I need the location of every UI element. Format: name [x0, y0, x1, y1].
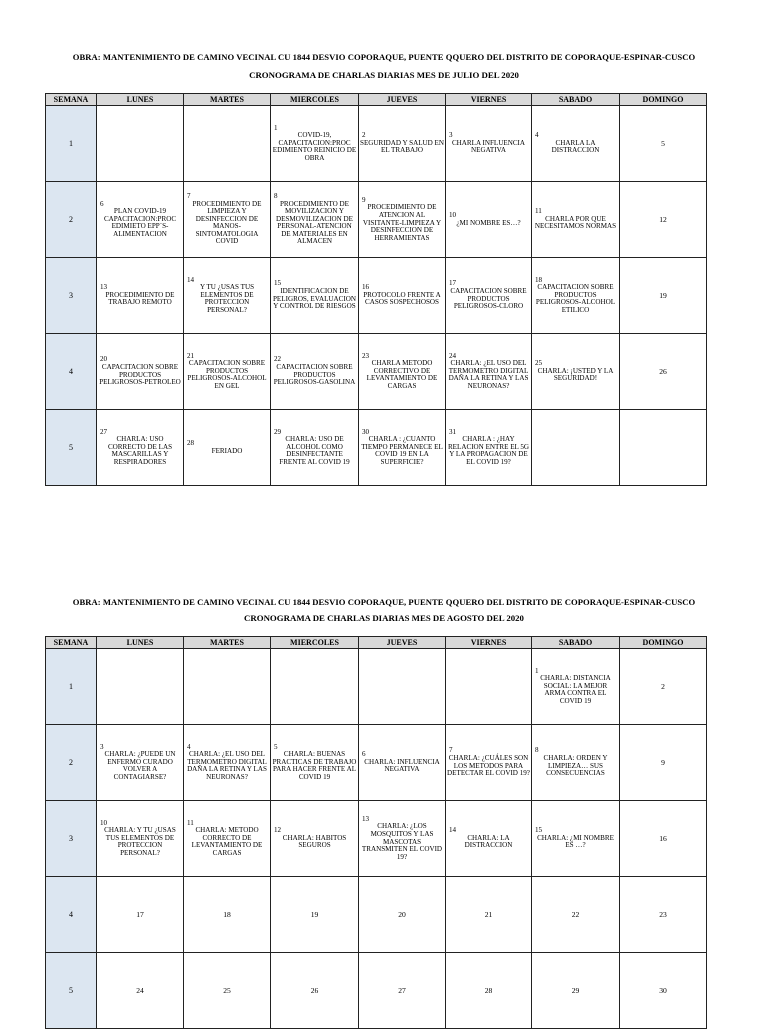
- day-number: 18: [535, 275, 543, 284]
- day-cell: [446, 877, 532, 953]
- week-number: 2: [46, 182, 97, 258]
- day-cell: [271, 106, 359, 182]
- talk-topic: CHARLA: BUENAS PRACTICAS DE TRABAJO PARA HACER FRENTE AL COVID 19: [272, 750, 357, 781]
- day-cell: [271, 649, 359, 725]
- column-header: JUEVES: [359, 637, 446, 649]
- talk-topic: CAPACITACION SOBRE PRODUCTOS PELIGROSOS-CLORO: [450, 286, 527, 311]
- day-cell: [359, 877, 446, 953]
- talk-topic: CAPACITACION SOBRE PRODUCTOS PELIGROSOS-GASOLINA: [273, 362, 356, 387]
- talk-topic: PROCEDIMIENTO DE TRABAJO REMOTO: [105, 290, 175, 307]
- talk-topic: CHARLA LA DISTRACCION: [551, 138, 600, 155]
- day-number: 27: [398, 985, 406, 995]
- column-header: MARTES: [184, 637, 271, 649]
- day-number: 30: [362, 427, 370, 436]
- day-cell: [184, 410, 271, 486]
- week-row: [46, 649, 707, 725]
- day-number: 13: [100, 283, 108, 292]
- talk-topic: IDENTIFICACION DE PELIGROS, EVALUACION Y CONTROL DE RIESGOS: [272, 286, 357, 311]
- day-number: 8: [274, 191, 278, 200]
- column-header: DOMINGO: [620, 94, 707, 106]
- week-number: 3: [46, 801, 97, 877]
- day-number: 12: [659, 214, 667, 224]
- week-row: [46, 725, 707, 801]
- talk-topic: FERIADO: [211, 446, 243, 455]
- day-cell: [532, 725, 620, 801]
- day-cell: [620, 877, 707, 953]
- day-cell: [532, 106, 620, 182]
- day-number: 16: [362, 283, 370, 292]
- day-cell: [271, 953, 359, 1029]
- day-number: 19: [310, 909, 319, 919]
- day-number: 15: [274, 279, 282, 288]
- talk-topic: CAPACITACION SOBRE PRODUCTOS PELIGROSOS-ALCOHOL ETILICO: [535, 283, 616, 314]
- day-cell: [184, 877, 271, 953]
- day-number: 5: [661, 138, 665, 148]
- week-number: 1: [46, 106, 97, 182]
- july-calendar-table: [45, 93, 707, 486]
- day-number: 3: [100, 742, 104, 751]
- day-cell: [184, 953, 271, 1029]
- day-number: 31: [449, 427, 457, 436]
- week-number: 4: [46, 334, 97, 410]
- week-number: 5: [46, 410, 97, 486]
- day-cell: [271, 410, 359, 486]
- talk-topic: CHARLA: ¿EL USO DEL TERMOMETRO DIGITAL DAÑA LA RETINA Y LAS NEURONAS?: [448, 359, 529, 390]
- day-cell: [184, 649, 271, 725]
- day-cell: [97, 953, 184, 1029]
- day-number: 28: [187, 438, 195, 447]
- day-number: 28: [484, 985, 493, 995]
- talk-topic: CHARLA: ¡USTED Y LA SEGURIDAD!: [537, 366, 614, 383]
- day-cell: [271, 725, 359, 801]
- day-number: 10: [449, 210, 457, 219]
- talk-topic: CHARLA : ¿HAY RELACION ENTRE EL 5G Y LA PROPAGACION DE EL COVID 19?: [447, 435, 530, 466]
- day-cell: [97, 334, 184, 410]
- week-row: [46, 106, 707, 182]
- day-cell: [532, 410, 620, 486]
- day-cell: [97, 410, 184, 486]
- column-header: SEMANA: [46, 94, 97, 106]
- column-header: MIERCOLES: [271, 637, 359, 649]
- august-header-row: [46, 637, 707, 649]
- week-number: 2: [46, 725, 97, 801]
- day-number: 29: [274, 427, 282, 436]
- day-cell: [97, 725, 184, 801]
- day-number: 5: [274, 742, 278, 751]
- day-number: 7: [449, 746, 453, 755]
- day-number: 4: [187, 742, 191, 751]
- talk-topic: CHARLA: ¿EL USO DEL TERMOMETRO DIGITAL DAÑA LA RETINA Y LAS NEURONAS?: [187, 750, 267, 781]
- day-cell: [446, 649, 532, 725]
- talk-topic: CHARLA: ¿CUÁLES SON LOS METODOS PARA DETECTAR EL COVID 19?: [447, 753, 530, 778]
- day-cell: [184, 334, 271, 410]
- day-number: 16: [659, 833, 667, 843]
- column-header: JUEVES: [359, 94, 446, 106]
- day-cell: [271, 182, 359, 258]
- day-number: 2: [661, 681, 665, 691]
- week-number: 4: [46, 877, 97, 953]
- day-cell: [532, 334, 620, 410]
- day-number: 8: [535, 746, 539, 755]
- week-row: [46, 334, 707, 410]
- day-number: 24: [136, 985, 144, 995]
- week-row: [46, 801, 707, 877]
- day-number: 4: [535, 131, 539, 140]
- day-number: 20: [398, 909, 406, 919]
- day-number: 18: [223, 909, 231, 919]
- day-number: 25: [223, 985, 231, 995]
- day-number: 1: [274, 123, 278, 132]
- day-number: 25: [535, 359, 543, 368]
- talk-topic: CHARLA: ¿MI NOMBRE ES …?: [537, 833, 614, 850]
- day-cell: [271, 801, 359, 877]
- day-number: 24: [449, 351, 457, 360]
- day-cell: [446, 182, 532, 258]
- talk-topic: Y TU ¿USAS TUS ELEMENTOS DE PROTECCION PERSONAL?: [199, 283, 255, 314]
- day-cell: [359, 410, 446, 486]
- july-schedule-title: CRONOGRAMA DE CHARLAS DIARIAS MES DE JULIO DEL 2020: [249, 70, 519, 80]
- talk-topic: PROTOCOLO FRENTE A CASOS SOSPECHOSOS: [363, 290, 441, 307]
- day-number: 22: [571, 909, 580, 919]
- day-cell: [620, 801, 707, 877]
- day-number: 26: [310, 985, 319, 995]
- day-number: 15: [535, 826, 543, 835]
- talk-topic: CHARLA: LA DISTRACCION: [464, 833, 513, 850]
- talk-topic: PROCEDIMIENTO DE MOVILIZACION Y DESMOVILIZACION DE PERSONAL-ATENCION DE MATERIALES EN ALMACEN: [275, 199, 354, 246]
- july-header-row: [46, 94, 707, 106]
- talk-topic: CHARLA: HABITOS SEGUROS: [282, 833, 347, 850]
- august-obra-heading: OBRA: MANTENIMIENTO DE CAMINO VECINAL CU 1844 DESVIO COPORAQUE, PUENTE QQUERO DEL DISTRITO DE COPORAQUE-ESPINAR-CUSCO: [72, 597, 696, 607]
- week-row: [46, 877, 707, 953]
- talk-topic: PROCEDIMIENTO DE ATENCION AL VISITANTE-LIMPIEZA Y DESINFECCION DE HERRAMIENTAS: [362, 203, 442, 242]
- column-header: DOMINGO: [620, 637, 707, 649]
- column-header: MARTES: [184, 94, 271, 106]
- day-number: 14: [449, 826, 457, 835]
- column-header: VIERNES: [446, 94, 532, 106]
- day-number: 1: [535, 666, 539, 675]
- day-number: 10: [100, 818, 108, 827]
- day-cell: [532, 258, 620, 334]
- talk-topic: CHARLA METODO CORRECTIVO DE LEVANTAMIENTO DE CARGAS: [366, 359, 438, 390]
- column-header: LUNES: [97, 94, 184, 106]
- day-cell: [359, 334, 446, 410]
- day-number: 17: [449, 279, 457, 288]
- day-cell: [359, 801, 446, 877]
- talk-topic: CHARLA: Y TU ¿USAS TUS ELEMENTOS DE PROTECCION PERSONAL?: [104, 826, 176, 857]
- day-cell: [97, 801, 184, 877]
- day-cell: [359, 953, 446, 1029]
- day-number: 3: [449, 131, 453, 140]
- day-cell: [620, 953, 707, 1029]
- talk-topic: CHARLA: USO DE ALCOHOL COMO DESINFECTANTE FRENTE AL COVID 19: [279, 435, 350, 466]
- talk-topic: CHARLA: ¿PUEDE UN ENFERMO CURADO VOLVER A CONTAGIARSE?: [104, 750, 176, 781]
- column-header: SABADO: [532, 94, 620, 106]
- day-number: 7: [187, 191, 191, 200]
- day-number: 21: [187, 351, 195, 360]
- talk-topic: PROCEDIMIENTO DE LIMPIEZA Y DESINFECCION DE MANOS-SINTOMATOLOGIA COVID: [192, 199, 262, 246]
- day-number: 23: [362, 351, 370, 360]
- day-cell: [97, 182, 184, 258]
- day-cell: [620, 258, 707, 334]
- day-number: 2: [362, 131, 366, 140]
- day-cell: [184, 182, 271, 258]
- day-number: 17: [136, 909, 144, 919]
- column-header: SEMANA: [46, 637, 97, 649]
- week-row: [46, 953, 707, 1029]
- week-number: 3: [46, 258, 97, 334]
- day-cell: [532, 877, 620, 953]
- august-calendar-table: [45, 636, 707, 1029]
- day-cell: [359, 649, 446, 725]
- week-row: [46, 258, 707, 334]
- talk-topic: SEGURIDAD Y SALUD EN EL TRABAJO: [360, 138, 445, 155]
- talk-topic: CHARLA: ORDEN Y LIMPIEZA… SUS CONSECUENCIAS: [543, 753, 608, 778]
- day-cell: [532, 182, 620, 258]
- day-cell: [532, 953, 620, 1029]
- day-number: 27: [100, 427, 108, 436]
- day-number: 22: [274, 355, 282, 364]
- column-header: VIERNES: [446, 637, 532, 649]
- day-number: 23: [659, 909, 667, 919]
- week-number: 5: [46, 953, 97, 1029]
- week-row: [46, 410, 707, 486]
- day-cell: [97, 258, 184, 334]
- day-cell: [359, 725, 446, 801]
- day-number: 19: [659, 290, 667, 300]
- day-cell: [620, 334, 707, 410]
- day-number: 13: [362, 814, 370, 823]
- day-cell: [620, 410, 707, 486]
- day-number: 11: [535, 207, 542, 216]
- talk-topic: CHARLA: ¿LOS MOSQUITOS Y LAS MASCOTAS TRANSMITEN EL COVID 19?: [361, 822, 443, 861]
- column-header: SABADO: [532, 637, 620, 649]
- talk-topic: CAPACITACION SOBRE PRODUCTOS PELIGROSOS-ALCOHOL EN GEL: [187, 359, 267, 390]
- day-number: 11: [187, 818, 194, 827]
- day-cell: [446, 106, 532, 182]
- day-number: 9: [362, 195, 366, 204]
- day-cell: [359, 258, 446, 334]
- day-number: 6: [100, 199, 104, 208]
- week-row: [46, 182, 707, 258]
- talk-topic: CAPACITACION SOBRE PRODUCTOS PELIGROSOS-PETROLEO: [99, 362, 181, 387]
- talk-topic: CHARLA INFLUENCIA NEGATIVA: [451, 138, 526, 155]
- day-number: 6: [362, 750, 366, 759]
- day-cell: [359, 182, 446, 258]
- day-number: 21: [484, 909, 493, 919]
- day-cell: [620, 182, 707, 258]
- talk-topic: CHARLA POR QUE NECESITAMOS NORMAS: [534, 214, 617, 231]
- day-cell: [446, 258, 532, 334]
- talk-topic: CHARLA: DISTANCIA SOCIAL: LA MEJOR ARMA CONTRA EL COVID 19: [540, 674, 611, 705]
- week-number: 1: [46, 649, 97, 725]
- day-number: 12: [274, 826, 282, 835]
- july-obra-heading: OBRA: MANTENIMIENTO DE CAMINO VECINAL CU 1844 DESVIO COPORAQUE, PUENTE QQUERO DEL DISTRITO DE COPORAQUE-ESPINAR-CUSCO: [72, 52, 696, 62]
- day-cell: [271, 334, 359, 410]
- day-cell: [446, 334, 532, 410]
- day-cell: [184, 258, 271, 334]
- day-number: 30: [659, 985, 667, 995]
- day-number: 14: [187, 275, 195, 284]
- talk-topic: CHARLA : ¿CUANTO TIEMPO PERMANECE EL COVID 19 EN LA SUPERFICIE?: [361, 435, 443, 466]
- talk-topic: PLAN COVID-19 CAPACITACION:PROC EDIMIETO EPP´S-ALIMENTACION: [103, 207, 177, 238]
- day-cell: [446, 953, 532, 1029]
- talk-topic: COVID-19, CAPACITACION:PROC EDIMIENTO REINICIO DE OBRA: [272, 131, 357, 162]
- day-cell: [620, 725, 707, 801]
- day-cell: [271, 877, 359, 953]
- day-cell: [446, 410, 532, 486]
- day-number: 9: [661, 757, 665, 767]
- day-number: 26: [659, 366, 667, 376]
- talk-topic: CHARLA: INFLUENCIA NEGATIVA: [364, 757, 440, 774]
- day-cell: [97, 106, 184, 182]
- column-header: LUNES: [97, 637, 184, 649]
- talk-topic: CHARLA: METODO CORRECTO DE LEVANTAMIENTO DE CARGAS: [191, 826, 263, 857]
- day-cell: [620, 649, 707, 725]
- day-number: 29: [571, 985, 580, 995]
- day-cell: [271, 258, 359, 334]
- day-cell: [446, 801, 532, 877]
- talk-topic: ¿MI NOMBRE ES…?: [456, 218, 521, 227]
- day-cell: [446, 725, 532, 801]
- day-cell: [184, 801, 271, 877]
- column-header: MIERCOLES: [271, 94, 359, 106]
- day-number: 20: [100, 355, 108, 364]
- august-schedule-title: CRONOGRAMA DE CHARLAS DIARIAS MES DE AGOSTO DEL 2020: [244, 613, 524, 623]
- day-cell: [620, 106, 707, 182]
- day-cell: [97, 649, 184, 725]
- day-cell: [532, 801, 620, 877]
- day-cell: [532, 649, 620, 725]
- day-cell: [97, 877, 184, 953]
- day-cell: [184, 106, 271, 182]
- talk-topic: CHARLA: USO CORRECTO DE LAS MASCARILLAS Y RESPIRADORES: [107, 435, 173, 466]
- day-cell: [184, 725, 271, 801]
- day-cell: [359, 106, 446, 182]
